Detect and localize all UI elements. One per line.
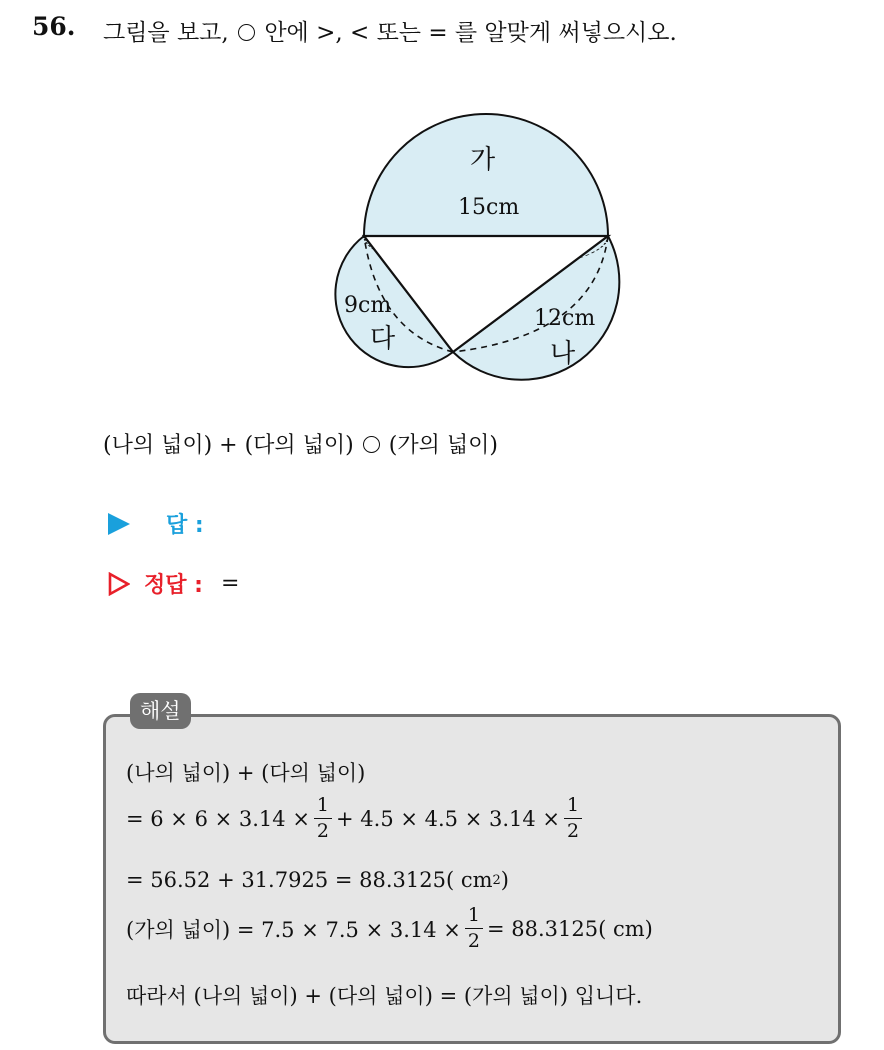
solution-label: 해설 [130, 693, 191, 729]
question-number: 56. [32, 12, 76, 41]
correct-answer-label: 정답 : [144, 573, 203, 598]
question-text-before: 그림을 보고, [103, 20, 229, 46]
answer-circle-icon [363, 436, 380, 453]
outline-triangle-icon [108, 572, 130, 596]
semicircles-figure [320, 110, 640, 400]
fraction-half: $\frac{1}{2}$ [564, 796, 582, 841]
solution-line-5 [126, 980, 642, 1010]
fraction-half: $\frac{1}{2}$ [314, 796, 332, 841]
solution-line-4-b: = 88.3125( cm) [486, 916, 653, 941]
label-9cm: 9cm [344, 293, 392, 318]
solution-line-2-b: + 4.5 × 4.5 × 3.14 × [336, 806, 561, 831]
correct-answer-value: = [220, 571, 240, 596]
solution-line-2-a: = 6 × 6 × 3.14 × [126, 806, 310, 831]
solution-line-3-end: ) [500, 868, 509, 892]
play-triangle-icon [108, 513, 130, 535]
solution-line-3-text: = 56.52 + 31.7925 = 88.3125( cm [126, 868, 493, 892]
label-12cm: 12cm [534, 306, 596, 331]
label-na: 나 [550, 339, 576, 369]
question-text-after: 안에 >, < 또는 = 를 알맞게 써넣으시오. [264, 20, 677, 46]
solution-line-3 [126, 868, 509, 892]
blank-circle-icon [238, 24, 255, 41]
label-ga: 가 [470, 145, 496, 175]
solution-line-4 [126, 906, 653, 951]
expression-right: (가의 넓이) [388, 433, 498, 458]
label-da: 다 [370, 324, 396, 354]
correct-answer-row [108, 568, 239, 599]
solution-line-5-text: 따라서 (나의 넓이) + (다의 넓이) = (가의 넓이) 입니다. [126, 984, 643, 1008]
comparison-expression [103, 428, 498, 459]
solution-line-1-text: (나의 넓이) + (다의 넓이) [126, 761, 366, 785]
label-15cm: 15cm [458, 195, 520, 220]
solution-line-2 [126, 796, 586, 841]
answer-label: 답 : [166, 513, 204, 538]
solution-line-4-a: (가의 넓이) = 7.5 × 7.5 × 3.14 × [126, 917, 461, 942]
solution-line-1 [126, 757, 365, 787]
fraction-half: $\frac{1}{2}$ [465, 906, 483, 951]
answer-row [108, 508, 204, 539]
question-text [103, 14, 677, 47]
expression-left: (나의 넓이) + (다의 넓이) [103, 433, 354, 458]
superscript-2: 2 [492, 872, 501, 888]
